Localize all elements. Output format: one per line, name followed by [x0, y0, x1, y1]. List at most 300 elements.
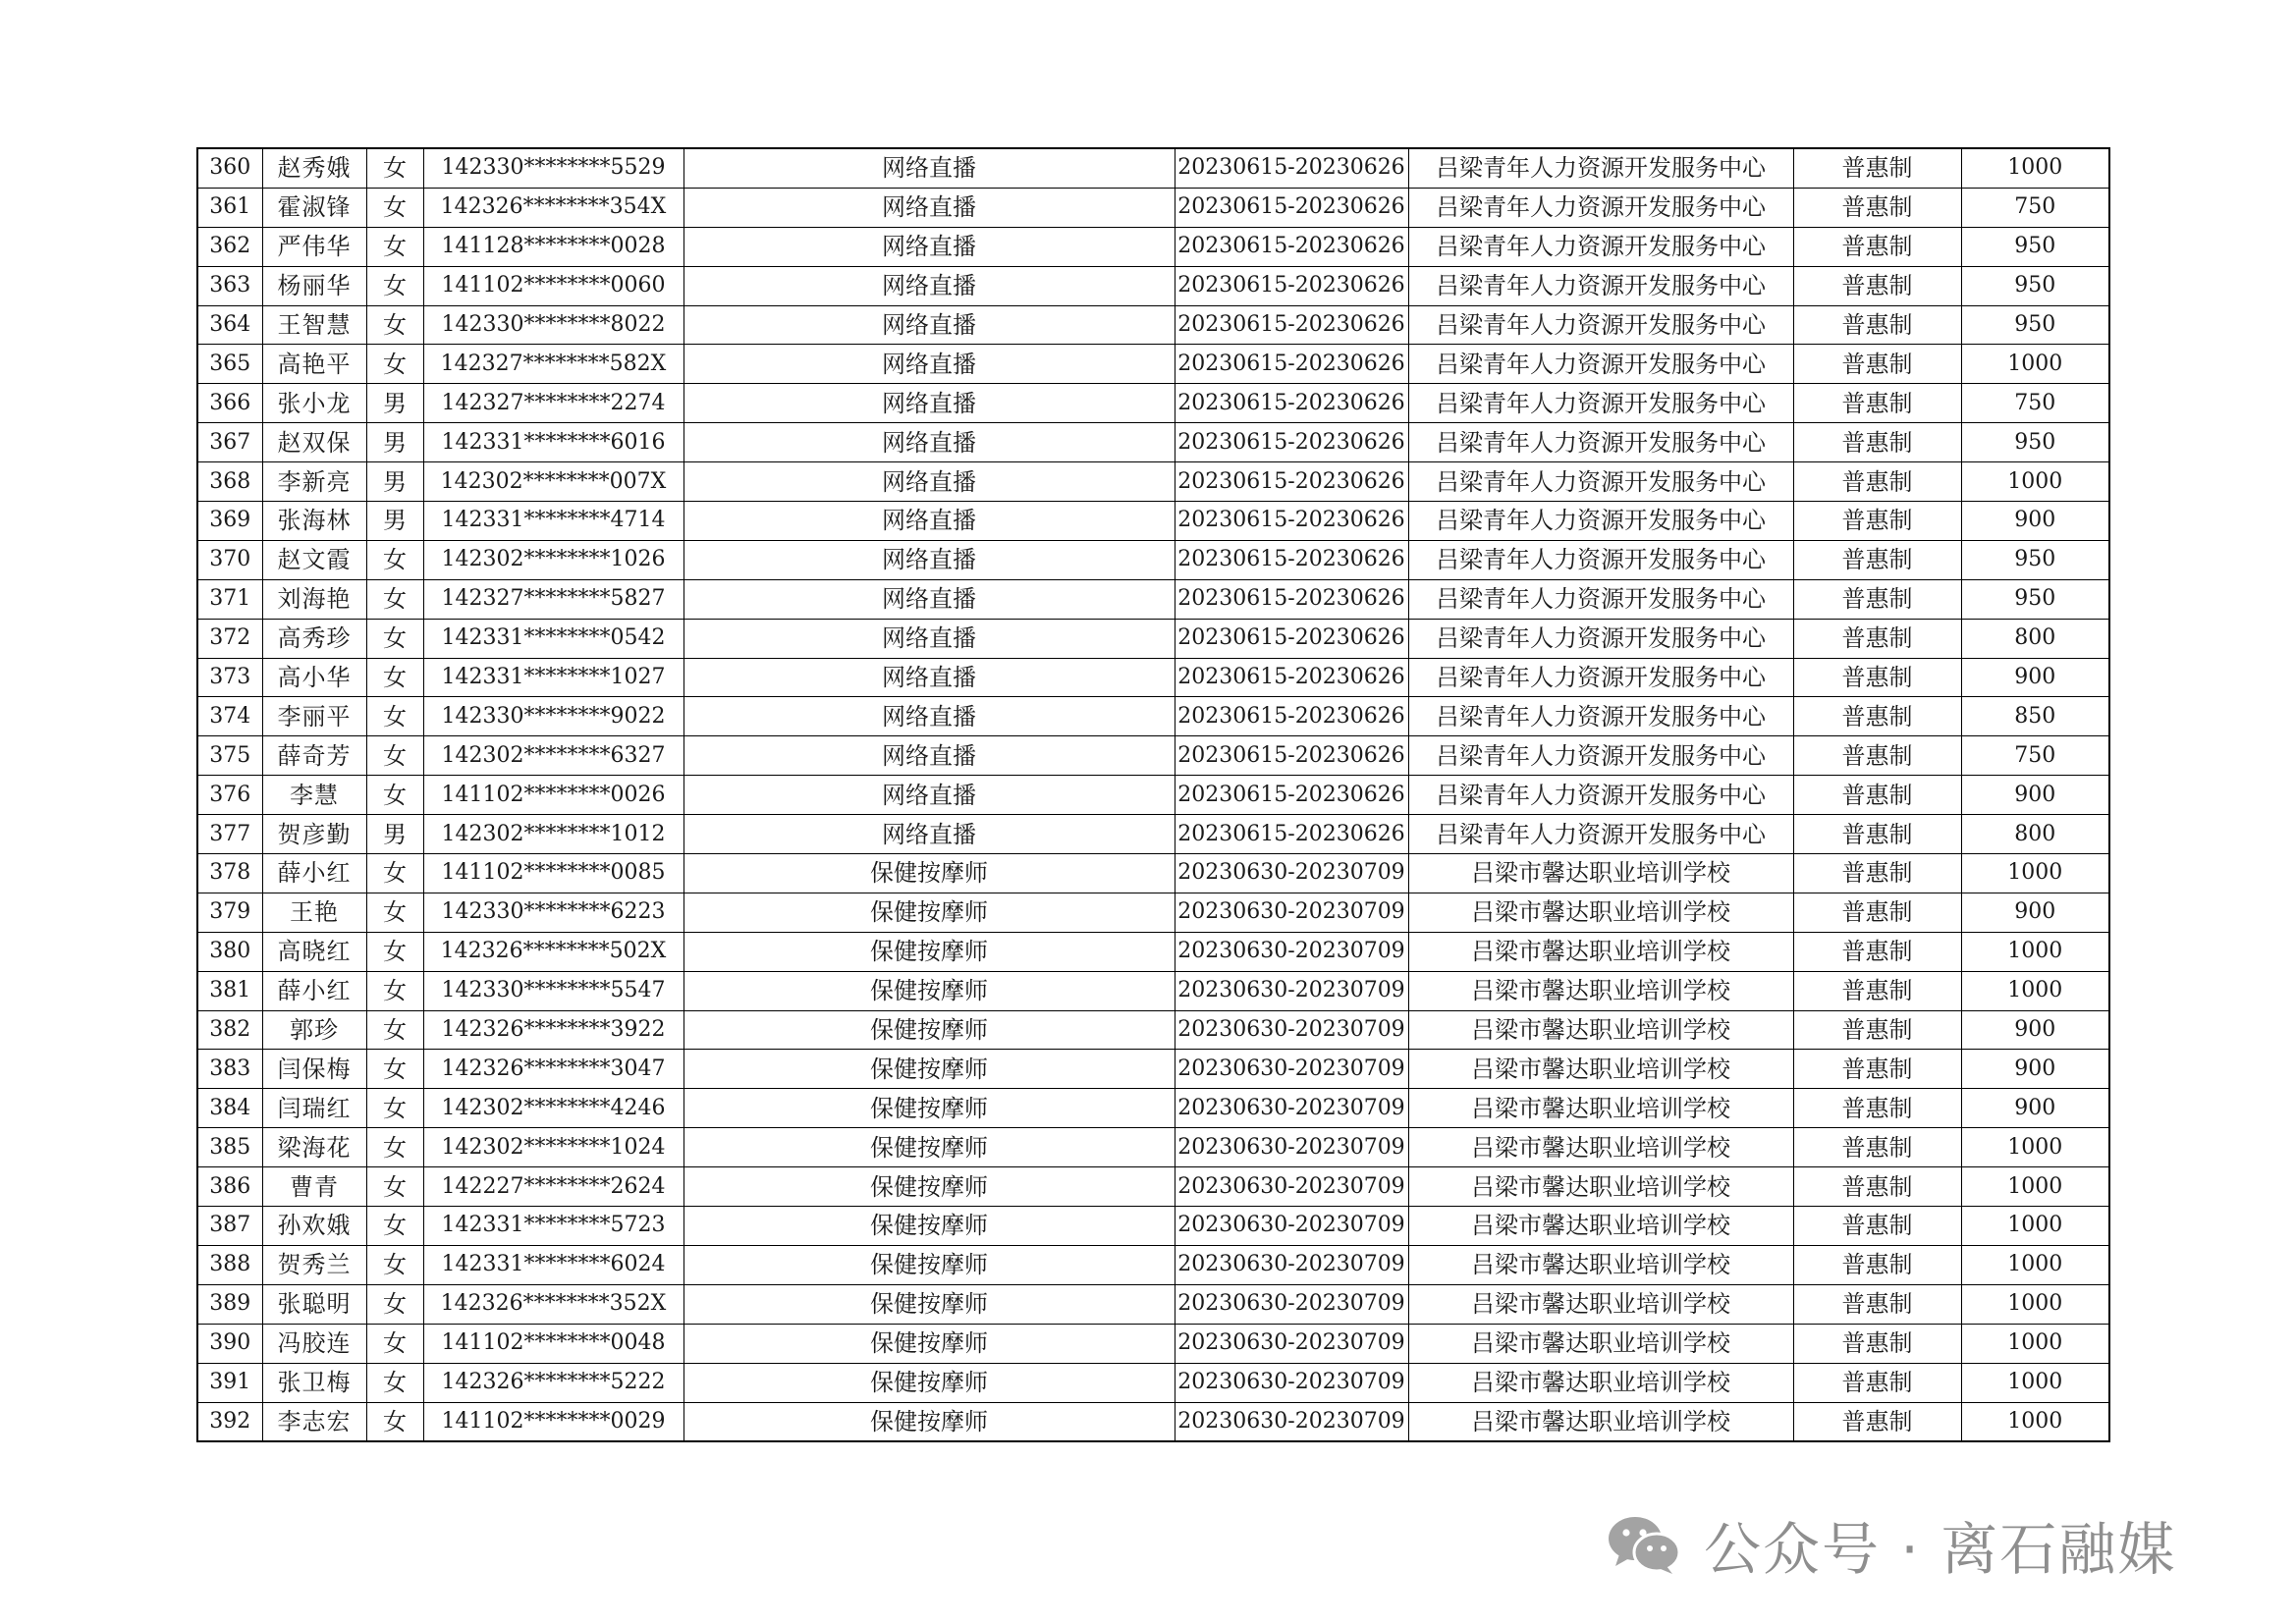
- training-institution-cell: 吕梁青年人力资源开发服务中心: [1408, 502, 1793, 541]
- row-number-cell: 387: [197, 1207, 262, 1246]
- gender-cell: 女: [366, 305, 423, 345]
- wechat-icon: [1606, 1513, 1682, 1576]
- subsidy-amount-cell: 750: [1961, 736, 2109, 776]
- subsidy-type-cell: 普惠制: [1793, 1363, 1961, 1402]
- training-period-cell: 20230615-20230626: [1175, 697, 1408, 736]
- subsidy-amount-cell: 850: [1961, 697, 2109, 736]
- id-number-cell: 142330********5547: [423, 971, 683, 1010]
- table-row: [197, 815, 2109, 854]
- table-row: [197, 1128, 2109, 1167]
- table-row: [197, 893, 2109, 932]
- gender-cell: 女: [366, 776, 423, 815]
- course-cell: 保健按摩师: [683, 1050, 1175, 1089]
- training-institution-cell: 吕梁市馨达职业培训学校: [1408, 1284, 1793, 1324]
- gender-cell: 女: [366, 854, 423, 893]
- table-row: [197, 1050, 2109, 1089]
- subsidy-amount-cell: 900: [1961, 658, 2109, 697]
- row-number-cell: 381: [197, 971, 262, 1010]
- table-row: [197, 1167, 2109, 1207]
- subsidy-type-cell: 普惠制: [1793, 305, 1961, 345]
- gender-cell: 女: [366, 579, 423, 619]
- subsidy-type-cell: 普惠制: [1793, 462, 1961, 502]
- subsidy-amount-cell: 1000: [1961, 1363, 2109, 1402]
- table-row: [197, 1245, 2109, 1284]
- table-row: [197, 1010, 2109, 1050]
- subsidy-type-cell: 普惠制: [1793, 1089, 1961, 1128]
- gender-cell: 女: [366, 1167, 423, 1207]
- gender-cell: 男: [366, 502, 423, 541]
- training-institution-cell: 吕梁市馨达职业培训学校: [1408, 971, 1793, 1010]
- name-cell: 李慧: [262, 776, 366, 815]
- gender-cell: 女: [366, 736, 423, 776]
- subsidy-type-cell: 普惠制: [1793, 1167, 1961, 1207]
- row-number-cell: 364: [197, 305, 262, 345]
- subsidy-type-cell: 普惠制: [1793, 188, 1961, 227]
- subsidy-amount-cell: 950: [1961, 227, 2109, 266]
- training-institution-cell: 吕梁青年人力资源开发服务中心: [1408, 188, 1793, 227]
- row-number-cell: 391: [197, 1363, 262, 1402]
- training-period-cell: 20230615-20230626: [1175, 540, 1408, 579]
- subsidy-amount-cell: 900: [1961, 776, 2109, 815]
- training-institution-cell: 吕梁青年人力资源开发服务中心: [1408, 266, 1793, 305]
- subsidy-amount-cell: 1000: [1961, 971, 2109, 1010]
- gender-cell: 女: [366, 1245, 423, 1284]
- course-cell: 保健按摩师: [683, 1010, 1175, 1050]
- gender-cell: 女: [366, 227, 423, 266]
- gender-cell: 女: [366, 188, 423, 227]
- id-number-cell: 142331********5723: [423, 1207, 683, 1246]
- course-cell: 保健按摩师: [683, 971, 1175, 1010]
- course-cell: 网络直播: [683, 776, 1175, 815]
- course-cell: 网络直播: [683, 579, 1175, 619]
- subsidy-type-cell: 普惠制: [1793, 345, 1961, 384]
- table-row: [197, 1207, 2109, 1246]
- row-number-cell: 390: [197, 1324, 262, 1363]
- subsidy-amount-cell: 900: [1961, 502, 2109, 541]
- training-period-cell: 20230630-20230709: [1175, 1245, 1408, 1284]
- name-cell: 杨丽华: [262, 266, 366, 305]
- name-cell: 严伟华: [262, 227, 366, 266]
- course-cell: 网络直播: [683, 697, 1175, 736]
- id-number-cell: 142326********354X: [423, 188, 683, 227]
- subsidy-amount-cell: 1000: [1961, 1207, 2109, 1246]
- gender-cell: 女: [366, 658, 423, 697]
- course-cell: 网络直播: [683, 384, 1175, 423]
- training-institution-cell: 吕梁青年人力资源开发服务中心: [1408, 148, 1793, 188]
- training-institution-cell: 吕梁青年人力资源开发服务中心: [1408, 540, 1793, 579]
- id-number-cell: 141128********0028: [423, 227, 683, 266]
- row-number-cell: 377: [197, 815, 262, 854]
- name-cell: 高晓红: [262, 932, 366, 971]
- name-cell: 赵秀娥: [262, 148, 366, 188]
- table-row: [197, 540, 2109, 579]
- subsidy-amount-cell: 800: [1961, 815, 2109, 854]
- row-number-cell: 386: [197, 1167, 262, 1207]
- row-number-cell: 363: [197, 266, 262, 305]
- training-institution-cell: 吕梁市馨达职业培训学校: [1408, 1167, 1793, 1207]
- row-number-cell: 389: [197, 1284, 262, 1324]
- training-period-cell: 20230615-20230626: [1175, 579, 1408, 619]
- subsidy-amount-cell: 950: [1961, 305, 2109, 345]
- training-period-cell: 20230630-20230709: [1175, 1010, 1408, 1050]
- id-number-cell: 142326********352X: [423, 1284, 683, 1324]
- gender-cell: 女: [366, 619, 423, 658]
- row-number-cell: 384: [197, 1089, 262, 1128]
- row-number-cell: 375: [197, 736, 262, 776]
- course-cell: 网络直播: [683, 188, 1175, 227]
- gender-cell: 女: [366, 1402, 423, 1441]
- name-cell: 张聪明: [262, 1284, 366, 1324]
- row-number-cell: 366: [197, 384, 262, 423]
- subsidy-type-cell: 普惠制: [1793, 932, 1961, 971]
- subsidy-amount-cell: 900: [1961, 1089, 2109, 1128]
- training-period-cell: 20230630-20230709: [1175, 1363, 1408, 1402]
- gender-cell: 女: [366, 1089, 423, 1128]
- table-row: [197, 1089, 2109, 1128]
- training-period-cell: 20230630-20230709: [1175, 854, 1408, 893]
- training-period-cell: 20230615-20230626: [1175, 462, 1408, 502]
- table-row: [197, 1402, 2109, 1441]
- subsidy-amount-cell: 1000: [1961, 932, 2109, 971]
- training-institution-cell: 吕梁市馨达职业培训学校: [1408, 1324, 1793, 1363]
- table-row: [197, 697, 2109, 736]
- name-cell: 王智慧: [262, 305, 366, 345]
- training-period-cell: 20230630-20230709: [1175, 1089, 1408, 1128]
- name-cell: 张海林: [262, 502, 366, 541]
- name-cell: 薛小红: [262, 854, 366, 893]
- watermark: [1606, 1510, 2177, 1583]
- course-cell: 网络直播: [683, 658, 1175, 697]
- gender-cell: 女: [366, 1050, 423, 1089]
- course-cell: 保健按摩师: [683, 1207, 1175, 1246]
- course-cell: 保健按摩师: [683, 1128, 1175, 1167]
- gender-cell: 女: [366, 1363, 423, 1402]
- training-institution-cell: 吕梁市馨达职业培训学校: [1408, 854, 1793, 893]
- gender-cell: 女: [366, 345, 423, 384]
- id-number-cell: 142327********2274: [423, 384, 683, 423]
- watermark-text: 公众号 · 离石融媒: [1704, 1516, 2177, 1583]
- id-number-cell: 141102********0026: [423, 776, 683, 815]
- training-period-cell: 20230615-20230626: [1175, 658, 1408, 697]
- training-period-cell: 20230630-20230709: [1175, 893, 1408, 932]
- subsidy-type-cell: 普惠制: [1793, 971, 1961, 1010]
- row-number-cell: 367: [197, 423, 262, 462]
- id-number-cell: 142331********6016: [423, 423, 683, 462]
- training-period-cell: 20230615-20230626: [1175, 227, 1408, 266]
- subsidy-type-cell: 普惠制: [1793, 540, 1961, 579]
- subsidy-amount-cell: 1000: [1961, 1284, 2109, 1324]
- course-cell: 保健按摩师: [683, 932, 1175, 971]
- name-cell: 曹青: [262, 1167, 366, 1207]
- course-cell: 网络直播: [683, 423, 1175, 462]
- subsidy-amount-cell: 900: [1961, 1010, 2109, 1050]
- training-institution-cell: 吕梁青年人力资源开发服务中心: [1408, 305, 1793, 345]
- id-number-cell: 142327********582X: [423, 345, 683, 384]
- name-cell: 高小华: [262, 658, 366, 697]
- gender-cell: 女: [366, 971, 423, 1010]
- table-row: [197, 658, 2109, 697]
- gender-cell: 男: [366, 384, 423, 423]
- id-number-cell: 142327********5827: [423, 579, 683, 619]
- table-row: [197, 188, 2109, 227]
- training-period-cell: 20230615-20230626: [1175, 188, 1408, 227]
- roster-body: [197, 148, 2109, 1441]
- id-number-cell: 142302********007X: [423, 462, 683, 502]
- row-number-cell: 380: [197, 932, 262, 971]
- subsidy-amount-cell: 1000: [1961, 1167, 2109, 1207]
- gender-cell: 女: [366, 540, 423, 579]
- gender-cell: 女: [366, 148, 423, 188]
- subsidy-amount-cell: 1000: [1961, 854, 2109, 893]
- name-cell: 梁海花: [262, 1128, 366, 1167]
- gender-cell: 男: [366, 815, 423, 854]
- name-cell: 闫保梅: [262, 1050, 366, 1089]
- subsidy-amount-cell: 1000: [1961, 1128, 2109, 1167]
- gender-cell: 女: [366, 1010, 423, 1050]
- training-institution-cell: 吕梁青年人力资源开发服务中心: [1408, 697, 1793, 736]
- course-cell: 保健按摩师: [683, 1324, 1175, 1363]
- name-cell: 高艳平: [262, 345, 366, 384]
- training-institution-cell: 吕梁市馨达职业培训学校: [1408, 1207, 1793, 1246]
- course-cell: 网络直播: [683, 815, 1175, 854]
- course-cell: 保健按摩师: [683, 1089, 1175, 1128]
- training-institution-cell: 吕梁市馨达职业培训学校: [1408, 932, 1793, 971]
- training-period-cell: 20230630-20230709: [1175, 971, 1408, 1010]
- table-row: [197, 345, 2109, 384]
- gender-cell: 男: [366, 462, 423, 502]
- table-row: [197, 971, 2109, 1010]
- subsidy-amount-cell: 950: [1961, 266, 2109, 305]
- name-cell: 闫瑞红: [262, 1089, 366, 1128]
- row-number-cell: 378: [197, 854, 262, 893]
- training-institution-cell: 吕梁市馨达职业培训学校: [1408, 1050, 1793, 1089]
- id-number-cell: 141102********0048: [423, 1324, 683, 1363]
- training-institution-cell: 吕梁市馨达职业培训学校: [1408, 1128, 1793, 1167]
- subsidy-type-cell: 普惠制: [1793, 266, 1961, 305]
- id-number-cell: 142326********502X: [423, 932, 683, 971]
- subsidy-type-cell: 普惠制: [1793, 1050, 1961, 1089]
- id-number-cell: 142302********4246: [423, 1089, 683, 1128]
- training-institution-cell: 吕梁青年人力资源开发服务中心: [1408, 658, 1793, 697]
- training-period-cell: 20230630-20230709: [1175, 1324, 1408, 1363]
- row-number-cell: 368: [197, 462, 262, 502]
- subsidy-type-cell: 普惠制: [1793, 227, 1961, 266]
- row-number-cell: 385: [197, 1128, 262, 1167]
- table-row: [197, 854, 2109, 893]
- training-institution-cell: 吕梁市馨达职业培训学校: [1408, 1402, 1793, 1441]
- training-period-cell: 20230630-20230709: [1175, 1050, 1408, 1089]
- training-institution-cell: 吕梁青年人力资源开发服务中心: [1408, 776, 1793, 815]
- id-number-cell: 142326********3922: [423, 1010, 683, 1050]
- row-number-cell: 360: [197, 148, 262, 188]
- row-number-cell: 361: [197, 188, 262, 227]
- table-row: [197, 1284, 2109, 1324]
- table-row: [197, 1363, 2109, 1402]
- gender-cell: 男: [366, 423, 423, 462]
- subsidy-amount-cell: 950: [1961, 540, 2109, 579]
- row-number-cell: 382: [197, 1010, 262, 1050]
- name-cell: 薛奇芳: [262, 736, 366, 776]
- id-number-cell: 141102********0029: [423, 1402, 683, 1441]
- id-number-cell: 142302********6327: [423, 736, 683, 776]
- subsidy-amount-cell: 750: [1961, 384, 2109, 423]
- subsidy-type-cell: 普惠制: [1793, 619, 1961, 658]
- gender-cell: 女: [366, 1207, 423, 1246]
- subsidy-type-cell: 普惠制: [1793, 776, 1961, 815]
- name-cell: 张卫梅: [262, 1363, 366, 1402]
- training-period-cell: 20230615-20230626: [1175, 502, 1408, 541]
- id-number-cell: 142331********1027: [423, 658, 683, 697]
- subsidy-type-cell: 普惠制: [1793, 148, 1961, 188]
- table-row: [197, 305, 2109, 345]
- subsidy-type-cell: 普惠制: [1793, 854, 1961, 893]
- subsidy-amount-cell: 950: [1961, 423, 2109, 462]
- subsidy-amount-cell: 1000: [1961, 148, 2109, 188]
- row-number-cell: 373: [197, 658, 262, 697]
- course-cell: 网络直播: [683, 345, 1175, 384]
- table-row: [197, 266, 2109, 305]
- id-number-cell: 142227********2624: [423, 1167, 683, 1207]
- course-cell: 网络直播: [683, 462, 1175, 502]
- table-row: [197, 579, 2109, 619]
- course-cell: 保健按摩师: [683, 1284, 1175, 1324]
- subsidy-type-cell: 普惠制: [1793, 736, 1961, 776]
- id-number-cell: 142330********5529: [423, 148, 683, 188]
- table-row: [197, 148, 2109, 188]
- training-period-cell: 20230615-20230626: [1175, 345, 1408, 384]
- table-row: [197, 932, 2109, 971]
- id-number-cell: 142330********6223: [423, 893, 683, 932]
- name-cell: 张小龙: [262, 384, 366, 423]
- subsidy-amount-cell: 900: [1961, 1050, 2109, 1089]
- name-cell: 王艳: [262, 893, 366, 932]
- name-cell: 李志宏: [262, 1402, 366, 1441]
- subsidy-type-cell: 普惠制: [1793, 1245, 1961, 1284]
- id-number-cell: 141102********0060: [423, 266, 683, 305]
- name-cell: 郭珍: [262, 1010, 366, 1050]
- training-period-cell: 20230630-20230709: [1175, 932, 1408, 971]
- training-institution-cell: 吕梁青年人力资源开发服务中心: [1408, 423, 1793, 462]
- gender-cell: 女: [366, 266, 423, 305]
- row-number-cell: 369: [197, 502, 262, 541]
- training-institution-cell: 吕梁市馨达职业培训学校: [1408, 893, 1793, 932]
- table-row: [197, 502, 2109, 541]
- subsidy-type-cell: 普惠制: [1793, 1128, 1961, 1167]
- training-institution-cell: 吕梁市馨达职业培训学校: [1408, 1363, 1793, 1402]
- table-row: [197, 384, 2109, 423]
- training-institution-cell: 吕梁青年人力资源开发服务中心: [1408, 579, 1793, 619]
- table-row: [197, 776, 2109, 815]
- training-period-cell: 20230630-20230709: [1175, 1128, 1408, 1167]
- row-number-cell: 370: [197, 540, 262, 579]
- id-number-cell: 142330********8022: [423, 305, 683, 345]
- name-cell: 赵文霞: [262, 540, 366, 579]
- training-period-cell: 20230615-20230626: [1175, 619, 1408, 658]
- table-row: [197, 227, 2109, 266]
- training-institution-cell: 吕梁市馨达职业培训学校: [1408, 1089, 1793, 1128]
- row-number-cell: 392: [197, 1402, 262, 1441]
- table-row: [197, 736, 2109, 776]
- row-number-cell: 371: [197, 579, 262, 619]
- id-number-cell: 142302********1024: [423, 1128, 683, 1167]
- row-number-cell: 372: [197, 619, 262, 658]
- table-row: [197, 1324, 2109, 1363]
- course-cell: 网络直播: [683, 266, 1175, 305]
- subsidy-amount-cell: 1000: [1961, 1245, 2109, 1284]
- subsidy-type-cell: 普惠制: [1793, 579, 1961, 619]
- training-period-cell: 20230630-20230709: [1175, 1402, 1408, 1441]
- training-period-cell: 20230630-20230709: [1175, 1207, 1408, 1246]
- subsidy-amount-cell: 750: [1961, 188, 2109, 227]
- subsidy-type-cell: 普惠制: [1793, 502, 1961, 541]
- name-cell: 李新亮: [262, 462, 366, 502]
- id-number-cell: 142331********4714: [423, 502, 683, 541]
- id-number-cell: 142326********5222: [423, 1363, 683, 1402]
- name-cell: 高秀珍: [262, 619, 366, 658]
- name-cell: 霍淑锋: [262, 188, 366, 227]
- gender-cell: 女: [366, 1324, 423, 1363]
- gender-cell: 女: [366, 1128, 423, 1167]
- course-cell: 网络直播: [683, 227, 1175, 266]
- name-cell: 李丽平: [262, 697, 366, 736]
- id-number-cell: 142331********0542: [423, 619, 683, 658]
- subsidy-amount-cell: 1000: [1961, 1402, 2109, 1441]
- course-cell: 网络直播: [683, 148, 1175, 188]
- row-number-cell: 388: [197, 1245, 262, 1284]
- id-number-cell: 142302********1026: [423, 540, 683, 579]
- subsidy-type-cell: 普惠制: [1793, 893, 1961, 932]
- table-row: [197, 423, 2109, 462]
- course-cell: 保健按摩师: [683, 1167, 1175, 1207]
- table-row: [197, 619, 2109, 658]
- training-period-cell: 20230630-20230709: [1175, 1284, 1408, 1324]
- training-institution-cell: 吕梁市馨达职业培训学校: [1408, 1010, 1793, 1050]
- name-cell: 孙欢娥: [262, 1207, 366, 1246]
- name-cell: 刘海艳: [262, 579, 366, 619]
- gender-cell: 女: [366, 932, 423, 971]
- subsidy-type-cell: 普惠制: [1793, 658, 1961, 697]
- training-institution-cell: 吕梁青年人力资源开发服务中心: [1408, 227, 1793, 266]
- training-period-cell: 20230615-20230626: [1175, 815, 1408, 854]
- subsidy-type-cell: 普惠制: [1793, 1402, 1961, 1441]
- row-number-cell: 374: [197, 697, 262, 736]
- training-period-cell: 20230615-20230626: [1175, 148, 1408, 188]
- subsidy-type-cell: 普惠制: [1793, 1284, 1961, 1324]
- training-period-cell: 20230615-20230626: [1175, 736, 1408, 776]
- gender-cell: 女: [366, 697, 423, 736]
- course-cell: 保健按摩师: [683, 1402, 1175, 1441]
- row-number-cell: 365: [197, 345, 262, 384]
- row-number-cell: 376: [197, 776, 262, 815]
- subsidy-amount-cell: 950: [1961, 579, 2109, 619]
- table-row: [197, 462, 2109, 502]
- training-institution-cell: 吕梁青年人力资源开发服务中心: [1408, 462, 1793, 502]
- training-period-cell: 20230630-20230709: [1175, 1167, 1408, 1207]
- subsidy-type-cell: 普惠制: [1793, 1324, 1961, 1363]
- id-number-cell: 142302********1012: [423, 815, 683, 854]
- name-cell: 贺秀兰: [262, 1245, 366, 1284]
- training-institution-cell: 吕梁青年人力资源开发服务中心: [1408, 345, 1793, 384]
- id-number-cell: 142326********3047: [423, 1050, 683, 1089]
- training-period-cell: 20230615-20230626: [1175, 776, 1408, 815]
- training-period-cell: 20230615-20230626: [1175, 384, 1408, 423]
- subsidy-amount-cell: 800: [1961, 619, 2109, 658]
- id-number-cell: 142331********6024: [423, 1245, 683, 1284]
- course-cell: 网络直播: [683, 540, 1175, 579]
- id-number-cell: 141102********0085: [423, 854, 683, 893]
- training-institution-cell: 吕梁市馨达职业培训学校: [1408, 1245, 1793, 1284]
- course-cell: 网络直播: [683, 619, 1175, 658]
